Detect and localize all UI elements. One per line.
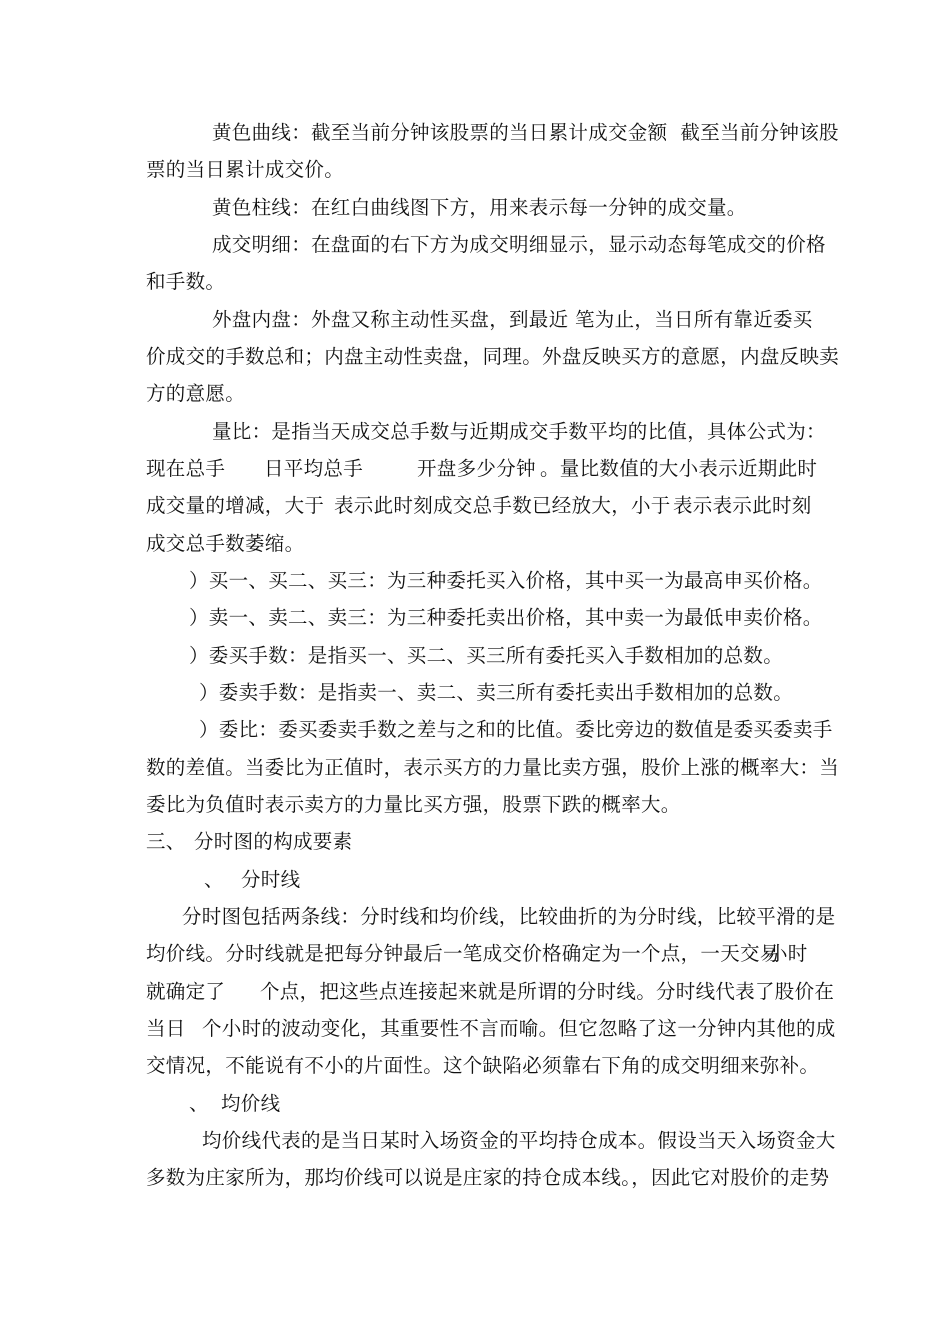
text-segment: 成交明细：在盘面的右下方为成交明细显示，显示动态每笔成交的价格 bbox=[212, 233, 826, 256]
paragraph-timeline-line-4 bbox=[0, 1010, 950, 1047]
text-segment: 表示此时刻成交总手数已经放大，小于 bbox=[334, 494, 671, 517]
paragraph-yellow-bar-line-1 bbox=[0, 189, 950, 226]
section-title: 分时图的构成要素 bbox=[194, 830, 353, 853]
list-item-buy-levels bbox=[0, 562, 950, 599]
subsection-heading-timeline bbox=[0, 861, 950, 898]
text-segment: 交情况，不能说有不小的片面性。这个缺陷必须靠右下角的成交明细来弥补。 bbox=[146, 1054, 820, 1077]
text-segment: 开盘多少分钟 bbox=[417, 457, 536, 480]
text-segment: 现在总手 bbox=[146, 457, 226, 480]
text-segment: 个小时的波动变化，其重要性不言而喻。但它忽略了这一分钟内其他的成 bbox=[202, 1017, 836, 1040]
list-item-ask-volume bbox=[0, 674, 950, 711]
list-item-sell-levels bbox=[0, 599, 950, 636]
text-segment: 小时 bbox=[768, 942, 808, 965]
text-segment: 分时图包括两条线：分时线和均价线，比较曲折的为分时线，比较平滑的是 bbox=[182, 905, 836, 928]
section-heading-3 bbox=[0, 823, 950, 860]
text-segment: 成交总手数萎缩。 bbox=[146, 532, 305, 555]
subsection-number: 、 bbox=[189, 1092, 209, 1115]
subsection-number: 、 bbox=[204, 868, 224, 891]
subsection-title: 分时线 bbox=[241, 868, 301, 891]
text-segment: 成交量的增减，大于 bbox=[146, 494, 325, 517]
paragraph-volume-ratio-line-1 bbox=[0, 413, 950, 450]
paragraph-average-line-line-2 bbox=[0, 1159, 950, 1196]
text-segment: 黄色柱线：在红白曲线图下方，用来表示每一分钟的成交量。 bbox=[212, 196, 747, 219]
paragraph-volume-ratio-line-3 bbox=[0, 487, 950, 524]
paragraph-timeline-line-1 bbox=[0, 898, 950, 935]
text-segment: 均价线。分时线就是把每分钟最后一笔成交价格确定为一个点，一天交易 bbox=[146, 942, 780, 965]
paragraph-volume-ratio-line-4 bbox=[0, 525, 950, 562]
text-segment: 黄色曲线：截至当前分钟该股票的当日累计成交金额 截至当前分钟该股 bbox=[212, 121, 839, 144]
text-segment: 。量比数值的大小表示近期此时 bbox=[540, 457, 818, 480]
text-segment: 多数为庄家所为，那均价线可以说是庄家的持仓成本线。，因此它对股价的走势 bbox=[146, 1166, 830, 1189]
paragraph-timeline-line-5 bbox=[0, 1047, 950, 1084]
paragraph-outer-inner-line-2 bbox=[0, 338, 950, 375]
text-segment: 均价线代表的是当日某时入场资金的平均持仓成本。假设当天入场资金大 bbox=[202, 1129, 836, 1152]
text-segment: 表示表示此时刻 bbox=[673, 494, 812, 517]
text-segment: 量比：是指当天成交总手数与近期成交手数平均的比值，具体公式为： bbox=[212, 420, 826, 443]
section-number: 三、 bbox=[146, 830, 186, 853]
paragraph-yellow-curve-line-1 bbox=[0, 114, 950, 151]
text-segment: ）买一、买二、买三：为三种委托买入价格，其中买一为最高申买价格。 bbox=[189, 569, 823, 592]
paragraph-trade-detail-line-2 bbox=[0, 263, 950, 300]
text-segment: ）委卖手数：是指卖一、卖二、卖三所有委托卖出手数相加的总数。 bbox=[199, 681, 794, 704]
paragraph-outer-inner-line-1 bbox=[0, 301, 950, 338]
text-segment: 个点，把这些点连接起来就是所谓的分时线。分时线代表了股价在 bbox=[260, 980, 835, 1003]
text-segment: 方的意愿。 bbox=[146, 382, 246, 405]
text-segment: ）委买手数：是指买一、买二、买三所有委托买入手数相加的总数。 bbox=[189, 644, 784, 667]
list-item-bid-volume bbox=[0, 637, 950, 674]
subsection-title: 均价线 bbox=[221, 1092, 281, 1115]
paragraph-volume-ratio-line-2 bbox=[0, 450, 950, 487]
paragraph-timeline-line-2 bbox=[0, 935, 950, 972]
text-segment: ）委比：委买委卖手数之差与之和的比值。委比旁边的数值是委买委卖手 bbox=[199, 718, 833, 741]
list-item-order-ratio-line-2 bbox=[0, 749, 950, 786]
text-segment: 日平均总手 bbox=[264, 457, 364, 480]
paragraph-average-line-line-1 bbox=[0, 1122, 950, 1159]
subsection-heading-average-line bbox=[0, 1085, 950, 1122]
text-segment: ）卖一、卖二、卖三：为三种委托卖出价格，其中卖一为最低申卖价格。 bbox=[189, 606, 823, 629]
text-segment: 外盘内盘：外盘又称主动性买盘，到最近 bbox=[212, 308, 569, 331]
text-segment: 委比为负值时表示卖方的力量比买方强，股票下跌的概率大。 bbox=[146, 793, 681, 816]
paragraph-outer-inner-line-3 bbox=[0, 375, 950, 412]
paragraph-timeline-line-3 bbox=[0, 973, 950, 1010]
text-segment: 数的差值。当委比为正值时，表示买方的力量比卖方强，股价上涨的概率大：当 bbox=[146, 756, 840, 779]
list-item-order-ratio-line-3 bbox=[0, 786, 950, 823]
paragraph-yellow-curve-line-2 bbox=[0, 151, 950, 188]
text-segment: 和手数。 bbox=[146, 270, 226, 293]
text-segment: 票的当日累计成交价。 bbox=[146, 158, 345, 181]
text-segment: 价成交的手数总和；内盘主动性卖盘，同理。外盘反映买方的意愿，内盘反映卖 bbox=[146, 345, 840, 368]
list-item-order-ratio-line-1 bbox=[0, 711, 950, 748]
text-segment: 当日 bbox=[146, 1017, 186, 1040]
text-segment: 就确定了 bbox=[146, 980, 226, 1003]
paragraph-trade-detail-line-1 bbox=[0, 226, 950, 263]
text-segment: 笔为止，当日所有靠近委买 bbox=[575, 308, 813, 331]
